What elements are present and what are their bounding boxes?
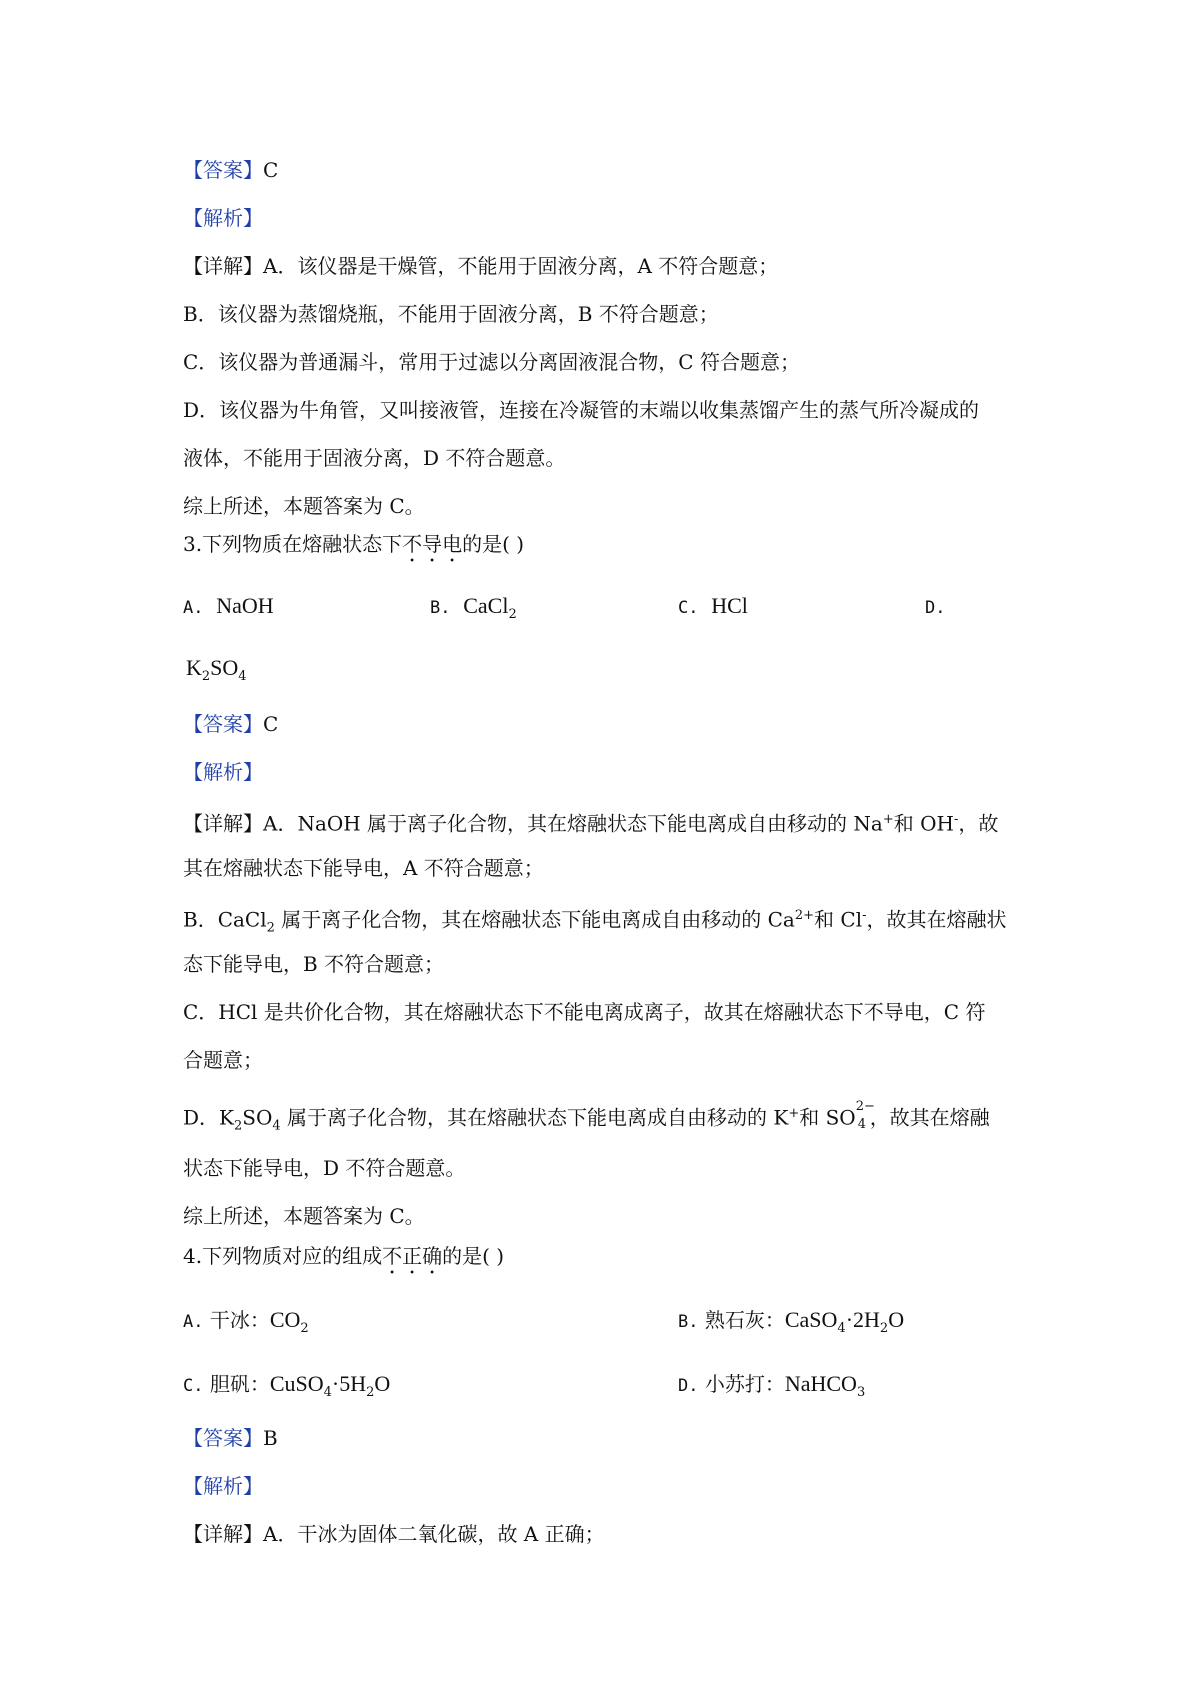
q2-detail-b: B．该仪器为蒸馏烧瓶，不能用于固液分离，B 不符合题意； (183, 302, 719, 326)
q4-option-a: A. 干冰：$CO_2$ (183, 1307, 309, 1336)
q2-detail-d: D．该仪器为牛角管，又叫接液管，连接在冷凝管的末端以收集蒸馏产生的蒸气所冷凝成的 (183, 398, 980, 422)
q3-emphasis: 不导电 (402, 532, 463, 556)
q3-detail-a: 【详解】A．NaOH 属于离子化合物，其在熔融状态下能电离成自由移动的 Na+和 OH-，故 (183, 811, 999, 836)
q3-detail-d: D．$K_2SO_4$ 属于离子化合物，其在熔融状态下能电离成自由移动的 K+和 SO 2− 4 ，故其在熔融 (183, 1098, 990, 1134)
q4-answer: 【答案】B (183, 1426, 278, 1450)
q4-emphasis: 不正确 (382, 1244, 443, 1268)
q4-option-d: D. 小苏打：NaHCO$_3$ (678, 1371, 866, 1400)
q3-detail-b: B．CaCl$_2$ 属于离子化合物，其在熔融状态下能电离成自由移动的 $Ca^{2+}$和 Cl-，故其在熔融状 (183, 907, 1007, 936)
q3-detail-b-cont: 态下能导电，B 不符合题意； (183, 952, 445, 976)
q3-summary: 综上所述，本题答案为 C。 (183, 1204, 425, 1228)
q4-option-c: C. 胆矾：$CuSO_4\cdot 5H_2O$ (183, 1371, 391, 1400)
q4-analysis-tag: 【解析】 (183, 1474, 263, 1498)
q2-detail-c: C．该仪器为普通漏斗，常用于过滤以分离固液混合物，C 符合题意； (183, 350, 800, 374)
q3-detail-c-cont: 合题意； (183, 1048, 263, 1072)
q3-option-c: C. HCl (678, 593, 748, 618)
q4-detail-a: 【详解】A．干冰为固体二氧化碳，故 A 正确； (183, 1522, 605, 1546)
q4-stem: 4.下列物质对应的组成不正确的是( ) (183, 1244, 505, 1268)
q2-detail-a: 【详解】A．该仪器是干燥管，不能用于固液分离，A 不符合题意； (183, 254, 779, 278)
q2-summary: 综上所述，本题答案为 C。 (183, 494, 425, 518)
q3-option-b: B. CaCl$_2$ (430, 593, 517, 622)
q2-detail-d-cont: 液体，不能用于固液分离，D 不符合题意。 (183, 446, 566, 470)
q3-analysis-tag: 【解析】 (183, 760, 263, 784)
q3-detail-a-cont: 其在熔融状态下能导电，A 不符合题意； (183, 856, 544, 880)
q3-stem: 3.下列物质在熔融状态下不导电的是( ) (183, 532, 525, 556)
q2-analysis-tag: 【解析】 (183, 206, 263, 230)
q3-detail-c: C．HCl 是共价化合物，其在熔融状态下不能电离成离子，故其在熔融状态下不导电，C 符 (183, 1000, 986, 1024)
q3-option-d: $K_2SO_4$ (186, 655, 247, 684)
q2-answer: 【答案】C (183, 158, 279, 182)
q3-option-a: A. NaOH (183, 593, 274, 618)
q3-detail-d-cont: 状态下能导电，D 不符合题意。 (183, 1156, 466, 1180)
q3-answer: 【答案】C (183, 712, 279, 736)
q4-option-b: B. 熟石灰：$CaSO_4\cdot 2H_2O$ (678, 1307, 905, 1336)
q3-option-d-label: D. (925, 598, 946, 618)
sulfate-charge: 2− 4 (855, 1098, 875, 1132)
